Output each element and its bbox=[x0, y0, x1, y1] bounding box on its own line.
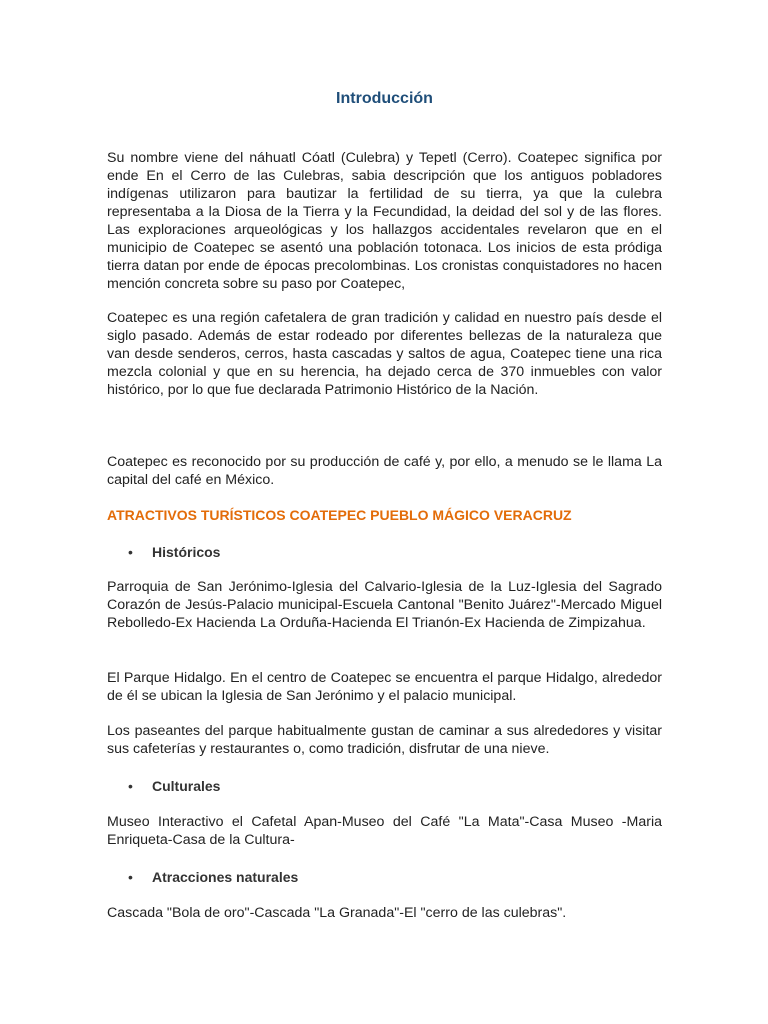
paragraph-natural-sites: Cascada "Bola de oro"-Cascada "La Granada"-El "cerro de las culebras". bbox=[107, 905, 567, 921]
section-heading-attractions: ATRACTIVOS TURÍSTICOS COATEPEC PUEBLO MÁGICO VERACRUZ bbox=[107, 507, 572, 523]
paragraph-cultural-sites: Museo Interactivo el Cafetal Apan-Museo del Café "La Mata"-Casa Museo -Maria Enriqueta-Casa de la Cultura- bbox=[107, 814, 662, 848]
bullet-atracciones-naturales bbox=[128, 868, 298, 886]
bullet-dot: • bbox=[128, 544, 133, 560]
bullet-label: Atracciones naturales bbox=[152, 869, 299, 885]
bullet-label: Culturales bbox=[152, 778, 221, 794]
bullet-dot: • bbox=[128, 869, 133, 885]
paragraph-historic-sites: Parroquia de San Jerónimo-Iglesia del Calvario-Iglesia de la Luz-Iglesia del Sagrado Corazón de Jesús-Palacio municipal-Escuela Cantonal "Benito Juárez"-Mercado Miguel Rebolledo-Ex Hacienda La Orduña-Hacienda El Trianón-Ex Hacienda de Zimpizahua. bbox=[107, 579, 662, 631]
page-title: Introducción bbox=[336, 90, 433, 107]
bullet-dot: • bbox=[128, 778, 133, 794]
bullet-historicos bbox=[128, 543, 220, 561]
paragraph-coffee-capital: Coatepec es reconocido por su producción de café y, por ello, a menudo se le llama La capital del café en México. bbox=[107, 454, 662, 488]
paragraph-origin-name: Su nombre viene del náhuatl Cóatl (Culebra) y Tepetl (Cerro). Coatepec significa por ende En el Cerro de las Culebras, sabia descripción que los antiguos pobladores indígenas utilizaron para bautizar la fertilidad de su tierra, ya que la culebra representaba a la Diosa de la Tierra y la Fecundidad, la deidad del sol y de las flores. Las exploraciones arqueológicas y los hallazgos accidentales revelaron que en el municipio de Coatepec se asentó una población totonaca. Los inicios de esta pródiga tierra datan por ende de épocas precolombinas. Los cronistas conquistadores no hacen mención concreta sobre su paso por Coatepec, bbox=[107, 150, 662, 292]
paragraph-parque-hidalgo: El Parque Hidalgo. En el centro de Coatepec se encuentra el parque Hidalgo, alrededor de él se ubican la Iglesia de San Jerónimo y el palacio municipal. bbox=[107, 670, 662, 704]
bullet-culturales bbox=[128, 777, 220, 795]
paragraph-park-visitors: Los paseantes del parque habitualmente gustan de caminar a sus alrededores y visitar sus cafeterías y restaurantes o, como tradición, disfrutar de una nieve. bbox=[107, 723, 662, 757]
paragraph-coffee-region: Coatepec es una región cafetalera de gran tradición y calidad en nuestro país desde el siglo pasado. Además de estar rodeado por diferentes bellezas de la naturaleza que van desde senderos, cerros, hasta cascadas y saltos de agua, Coatepec tiene una rica mezcla colonial y que en su herencia, ha dejado cerca de 370 inmuebles con valor histórico, por lo que fue declarada Patrimonio Histórico de la Nación. bbox=[107, 310, 662, 398]
bullet-label: Históricos bbox=[152, 544, 221, 560]
